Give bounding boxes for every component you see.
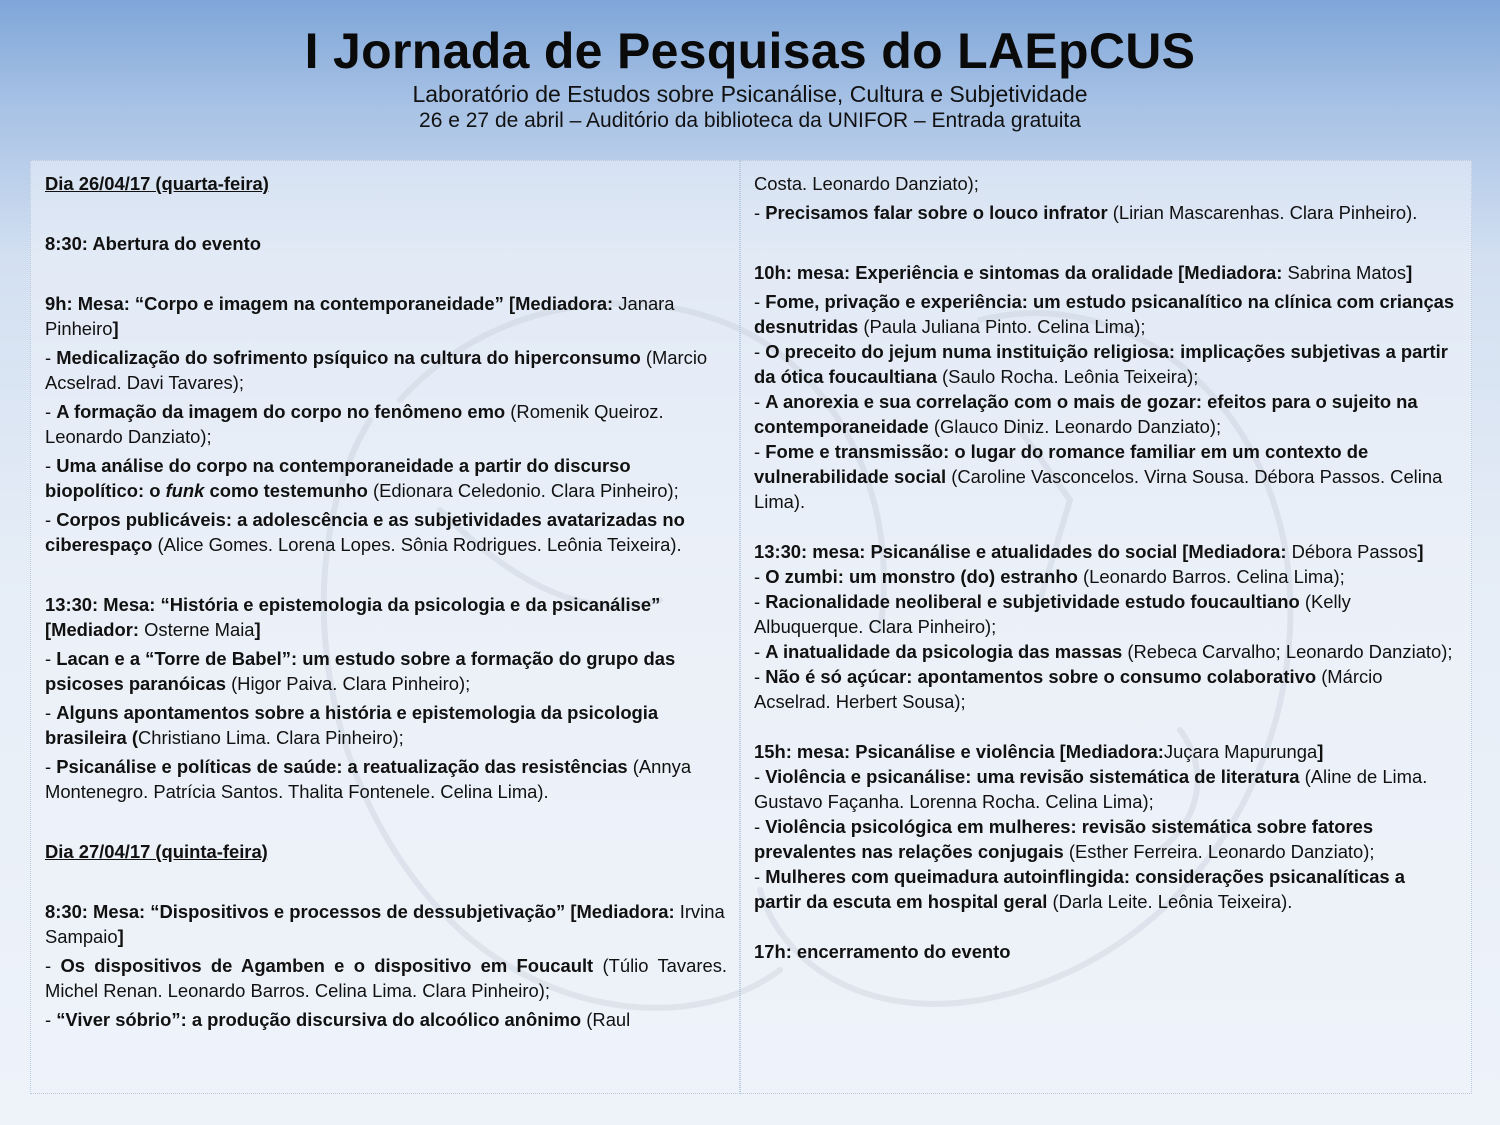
list-item: - Mulheres com queimadura autoinflingida: considerações psicanalíticas a partir da escuta em hospital geral (Darla Leite. Leônia Teixeira). [754, 866, 1406, 912]
opening-session: 8:30: Abertura do evento [45, 233, 261, 254]
list-item: - Violência e psicanálise: uma revisão sistemática de literatura (Aline de Lima. Gustavo Façanha. Lorenna Rocha. Celina Lima); [754, 766, 1428, 812]
list-item: - Precisamos falar sobre o louco infrator (Lirian Mascarenhas. Clara Pinheiro). [754, 202, 1418, 223]
list-item: - Não é só açúcar: apontamentos sobre o consumo colaborativo (Márcio Acselrad. Herbert Sousa); [754, 666, 1383, 712]
list-item: - Racionalidade neoliberal e subjetividade estudo foucaultiano (Kelly Albuquerque. Clara Pinheiro); [754, 591, 1351, 637]
list-item: - Lacan e a “Torre de Babel”: um estudo sobre a formação do grupo das psicoses paranóicas (Higor Paiva. Clara Pinheiro); [45, 648, 676, 694]
session-mediator: Sabrina Matos [1287, 262, 1407, 283]
list-item: - O preceito do jejum numa instituição religiosa: implicações subjetivas a partir da ótica foucaultiana (Saulo Rocha. Leônia Teixeira); [754, 341, 1448, 387]
page-subtitle: Laboratório de Estudos sobre Psicanálise, Cultura e Subjetividade [412, 81, 1088, 107]
list-item: - Corpos publicáveis: a adolescência e as subjetividades avatarizadas no ciberespaço (Alice Gomes. Lorena Lopes. Sônia Rodrigues. Leônia Teixeira). [45, 509, 685, 555]
list-item: - “Viver sóbrio”: a produção discursiva do alcoólico anônimo (Raul [45, 1009, 631, 1030]
list-item: - A anorexia e sua correlação com o mais de gozar: efeitos para o sujeito na contemporaneidade (Glauco Diniz. Leonardo Danziato); [754, 391, 1418, 437]
session-title: 13:30: Mesa: “História e epistemologia da psicologia e da psicanálise” [Mediador: Osterne Maia] [45, 594, 661, 640]
list-item: - Fome e transmissão: o lugar do romance familiar em um contexto de vulnerabilidade social (Caroline Vasconcelos. Virna Sousa. Débora Passos. Celina Lima). [754, 441, 1443, 512]
session-mediator: Irvina Sampaio [45, 901, 725, 947]
list-item: - Psicanálise e políticas de saúde: a reatualização das resistências (Annya Montenegro. Patrícia Santos. Thalita Fontenele. Celina Lima). [45, 756, 692, 802]
right-column [740, 160, 1472, 1094]
list-item: - Medicalização do sofrimento psíquico na cultura do hiperconsumo (Marcio Acselrad. Davi Tavares); [45, 347, 708, 393]
session-title: 10h: mesa: Experiência e sintomas da oralidade [Mediadora: Sabrina Matos] [754, 262, 1413, 283]
list-item: - O zumbi: um monstro (do) estranho (Leonardo Barros. Celina Lima); [754, 566, 1345, 587]
list-item-continued: Costa. Leonardo Danziato); [754, 173, 979, 194]
list-item: - Alguns apontamentos sobre a história e epistemologia da psicologia brasileira (Christiano Lima. Clara Pinheiro); [45, 702, 659, 748]
list-item: - A inatualidade da psicologia das massas (Rebeca Carvalho; Leonardo Danziato); [754, 641, 1453, 662]
session-title: 8:30: Mesa: “Dispositivos e processos de dessubjetivação” [Mediadora: Irvina Sampaio] [45, 901, 725, 947]
event-dateline: 26 e 27 de abril – Auditório da biblioteca da UNIFOR – Entrada gratuita [419, 109, 1081, 132]
list-item: - Os dispositivos de Agamben e o dispositivo em Foucault (Túlio Tavares. Michel Renan. Leonardo Barros. Celina Lima. Clara Pinheiro); [45, 955, 727, 1001]
header [0, 22, 1500, 134]
left-column [30, 160, 740, 1094]
session-title: 13:30: mesa: Psicanálise e atualidades do social [Mediadora: Débora Passos] [754, 541, 1424, 562]
list-item: - A formação da imagem do corpo no fenômeno emo (Romenik Queiroz. Leonardo Danziato); [45, 401, 664, 447]
list-item: - Violência psicológica em mulheres: revisão sistemática sobre fatores prevalentes nas relações conjugais (Esther Ferreira. Leonardo Danziato); [754, 816, 1375, 862]
session-mediator: Osterne Maia [144, 619, 255, 640]
session-mediator: Janara Pinheiro [45, 293, 675, 339]
list-item: - Fome, privação e experiência: um estudo psicanalítico na clínica com crianças desnutridas (Paula Juliana Pinto. Celina Lima); [754, 291, 1455, 337]
session-title: 9h: Mesa: “Corpo e imagem na contemporaneidade” [Mediadora: Janara Pinheiro] [45, 293, 675, 339]
session-mediator: Juçara Mapurunga [1163, 741, 1318, 762]
list-item: - Uma análise do corpo na contemporaneidade a partir do discurso biopolítico: o funk como testemunho (Edionara Celedonio. Clara Pinheiro); [45, 455, 679, 501]
page-title: I Jornada de Pesquisas do LAEpCUS [304, 23, 1196, 79]
session-title: 15h: mesa: Psicanálise e violência [Mediadora:Juçara Mapurunga] [754, 741, 1324, 762]
day-heading: Dia 27/04/17 (quinta-feira) [45, 841, 268, 862]
session-mediator: Débora Passos [1291, 541, 1418, 562]
day-heading: Dia 26/04/17 (quarta-feira) [45, 173, 269, 194]
closing-session: 17h: encerramento do evento [754, 941, 1011, 962]
